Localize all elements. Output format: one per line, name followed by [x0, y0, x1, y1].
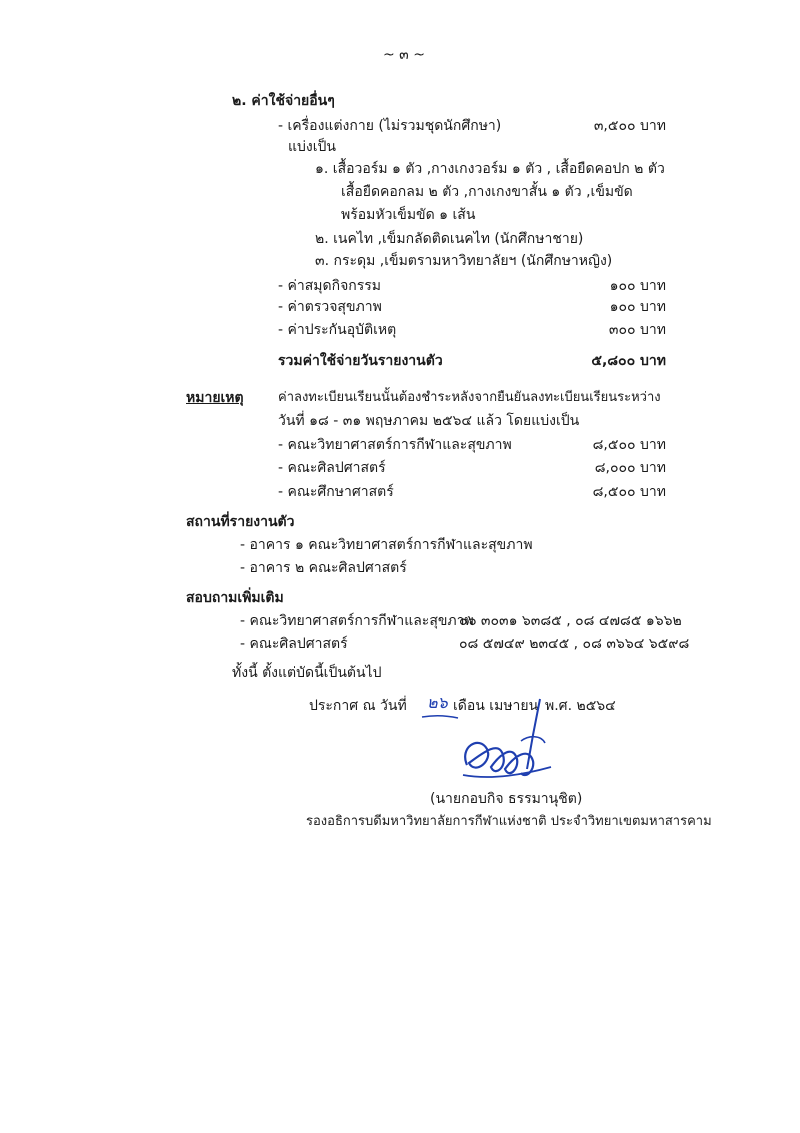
clothing-label: - เครื่องแต่งกาย (ไม่รวมชุดนักศึกษา): [278, 118, 502, 134]
health-check-label: - ค่าตรวจสุขภาพ: [278, 299, 382, 315]
fee-label-education: - คณะศึกษาศาสตร์: [278, 484, 394, 500]
clothing-item-1-line2: เสื้อยืดคอกลม ๒ ตัว ,กางเกงขาสั้น ๑ ตัว ,เข็มขัด: [341, 184, 633, 200]
contact-phone-liberal-arts: ๐๘ ๕๗๔๙ ๒๓๔๕ , ๐๘ ๓๖๖๔ ๖๕๙๘: [459, 636, 690, 652]
location-item-1: - อาคาร ๑ คณะวิทยาศาสตร์การกีฬาและสุขภาพ: [240, 537, 533, 553]
page-number: ~ ๓ ~: [383, 47, 425, 63]
note-label: หมายเหตุ: [186, 390, 244, 406]
note-line-1: ค่าลงทะเบียนเรียนนั้นต้องชำระหลังจากยืนยันลงทะเบียนเรียนระหว่าง: [278, 390, 661, 405]
signer-name: (นายกอบกิจ ธรรมานุชิต): [430, 791, 583, 807]
contact-heading: สอบถามเพิ่มเติม: [186, 590, 284, 606]
fee-label-liberal-arts: - คณะศิลปศาสตร์: [278, 460, 386, 476]
fee-label-sport-science: - คณะวิทยาศาสตร์การกีฬาและสุขภาพ: [278, 437, 512, 453]
clothing-item-3: ๓. กระดุม ,เข็มตรามหาวิทยาลัยฯ (นักศึกษาหญิง): [315, 253, 613, 269]
clothing-item-1-line1: ๑. เสื้อวอร์ม ๑ ตัว ,กางเกงวอร์ม ๑ ตัว , เสื้อยืดคอปก ๒ ตัว: [315, 161, 665, 177]
effective-statement: ทั้งนี้ ตั้งแต่บัดนี้เป็นต้นไป: [232, 665, 382, 681]
contact-phone-sport-science: ๐๖ ๓๐๓๑ ๖๓๘๕ , ๐๘ ๔๗๘๕ ๑๖๖๒: [459, 613, 682, 629]
health-check-amount: ๑๐๐ บาท: [609, 299, 666, 315]
contact-label-liberal-arts: - คณะศิลปศาสตร์: [240, 636, 348, 652]
clothing-item-2: ๒. เนคไท ,เข็มกลัดติดเนคไท (นักศึกษาชาย): [315, 231, 584, 247]
signer-title: รองอธิการบดีมหาวิทยาลัยการกีฬาแห่งชาติ ประจำวิทยาเขตมหาสารคาม: [306, 814, 712, 829]
signature-image: [455, 695, 595, 795]
clothing-item-1-line3: พร้อมหัวเข็มขัด ๑ เส้น: [341, 207, 476, 223]
insurance-label: - ค่าประกันอุบัติเหตุ: [278, 322, 397, 338]
total-amount: ๕,๘๐๐ บาท: [591, 353, 666, 369]
fee-amount-education: ๘,๕๐๐ บาท: [592, 484, 666, 500]
divided-as-label: แบ่งเป็น: [288, 139, 336, 155]
location-item-2: - อาคาร ๒ คณะศิลปศาสตร์: [240, 560, 407, 576]
fee-amount-sport-science: ๘,๕๐๐ บาท: [592, 437, 666, 453]
insurance-amount: ๓๐๐ บาท: [608, 322, 666, 338]
clothing-amount: ๓,๕๐๐ บาท: [593, 118, 666, 134]
activity-book-amount: ๑๐๐ บาท: [609, 278, 666, 294]
announce-day-handwritten: ๒๖: [427, 693, 448, 712]
announce-month: เดือน เมษายน: [453, 698, 539, 714]
location-heading: สถานที่รายงานตัว: [186, 514, 295, 530]
announce-prefix: ประกาศ ณ วันที่: [309, 698, 407, 714]
contact-label-sport-science: - คณะวิทยาศาสตร์การกีฬาและสุขภาพ: [240, 613, 474, 629]
note-line-2: วันที่ ๑๘ - ๓๑ พฤษภาคม ๒๕๖๔ แล้ว โดยแบ่งเป็น: [278, 413, 580, 429]
fee-amount-liberal-arts: ๘,๐๐๐ บาท: [594, 460, 666, 476]
section-heading-other-expenses: ๒. ค่าใช้จ่ายอื่นๆ: [232, 93, 335, 109]
activity-book-label: - ค่าสมุดกิจกรรม: [278, 278, 382, 294]
handwritten-date-underline: [420, 712, 460, 722]
announce-year: พ.ศ. ๒๕๖๔: [545, 698, 616, 714]
total-label: รวมค่าใช้จ่ายวันรายงานตัว: [278, 353, 443, 369]
